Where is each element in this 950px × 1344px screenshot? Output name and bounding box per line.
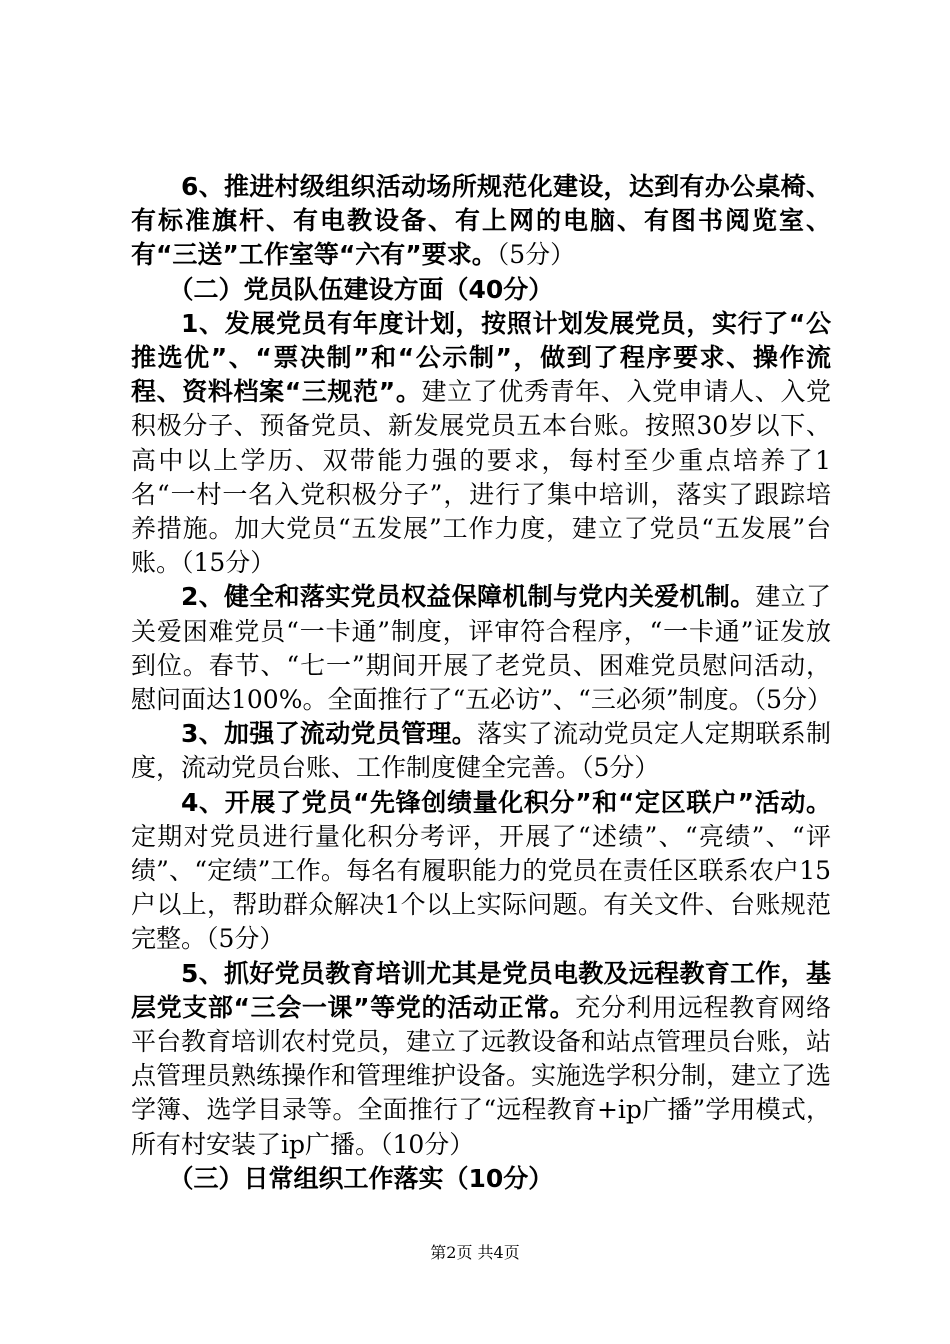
item-1-heading: 1、发展党员有年度计划，按照计划发展党员，实行了“公推选优”、“票决制”和“公示制”，做到了程序要求、操作流程、资料档案“三规范”。 — [131, 308, 831, 407]
section-3-heading — [131, 1162, 831, 1196]
item-4-body: 定期对党员进行量化积分考评，开展了“述绩”、“亮绩”、“评绩”、“定绩”工作。每名有履职能力的党员在责任区联系农户15户以上，帮助群众解决1个以上实际问题。有关文件、台账规范完整。（5分） — [131, 821, 831, 954]
page-number-label: 第2页 共4页 — [430, 1243, 520, 1262]
item-2-paragraph — [131, 580, 831, 717]
item-5-heading: 5、抓好党员教育培训尤其是党员电教及远程教育工作，基层党支部“三会一课”等党的活动正常。 — [131, 958, 831, 1022]
item-1-body: 建立了优秀青年、入党申请人、入党积极分子、预备党员、新发展党员五本台账。按照30岁以下、高中以上学历、双带能力强的要求，每村至少重点培养了1名“一村一名入党积极分子”，进行了集中培训，落实了跟踪培养措施。加大党员“五发展”工作力度，建立了党员“五发展”台账。（15分） — [131, 377, 831, 578]
section-2-heading — [131, 273, 831, 307]
item-4-heading: 4、开展了党员“先锋创绩量化积分”和“定区联户”活动。 — [181, 787, 831, 817]
item-6-paragraph — [131, 170, 831, 273]
document-body — [131, 170, 831, 1196]
item-5-body: 充分利用远程教育网络平台教育培训农村党员，建立了远教设备和站点管理员台账，站点管理员熟练操作和管理维护设备。实施选学积分制，建立了选学簿、选学目录等。全面推行了“远程教育+ip广播”学用模式，所有村安装了ip广播。（10分） — [131, 992, 832, 1159]
item-3-paragraph — [131, 717, 831, 785]
item-6-heading: 6、推进村级组织活动场所规范化建设，达到有办公桌椅、有标准旗杆、有电教设备、有上网的电脑、有图书阅览室、有“三送”工作室等“六有”要求。 — [131, 172, 831, 270]
item-2-heading: 2、健全和落实党员权益保障机制与党内关爱机制。 — [181, 582, 756, 612]
item-1-paragraph — [131, 307, 831, 581]
item-4-paragraph — [131, 786, 831, 957]
item-5-paragraph — [131, 957, 831, 1162]
page-footer — [0, 1243, 950, 1263]
item-3-heading: 3、加强了流动党员管理。 — [181, 719, 478, 749]
item-2-body: 建立了关爱困难党员“一卡通”制度，评审符合程序，“一卡通”证发放到位。春节、“七一”期间开展了老党员、困难党员慰问活动，慰问面达100%。全面推行了“五必访”、“三必须”制度。（5分） — [131, 582, 833, 715]
section-3-title: （三）日常组织工作落实（10分） — [168, 1163, 554, 1193]
section-2-title: （二）党员队伍建设方面（40分） — [168, 274, 554, 304]
item-6-score: （5分） — [496, 240, 576, 270]
item-3-body: 落实了流动党员定人定期联系制度，流动党员台账、工作制度健全完善。（5分） — [131, 719, 831, 783]
